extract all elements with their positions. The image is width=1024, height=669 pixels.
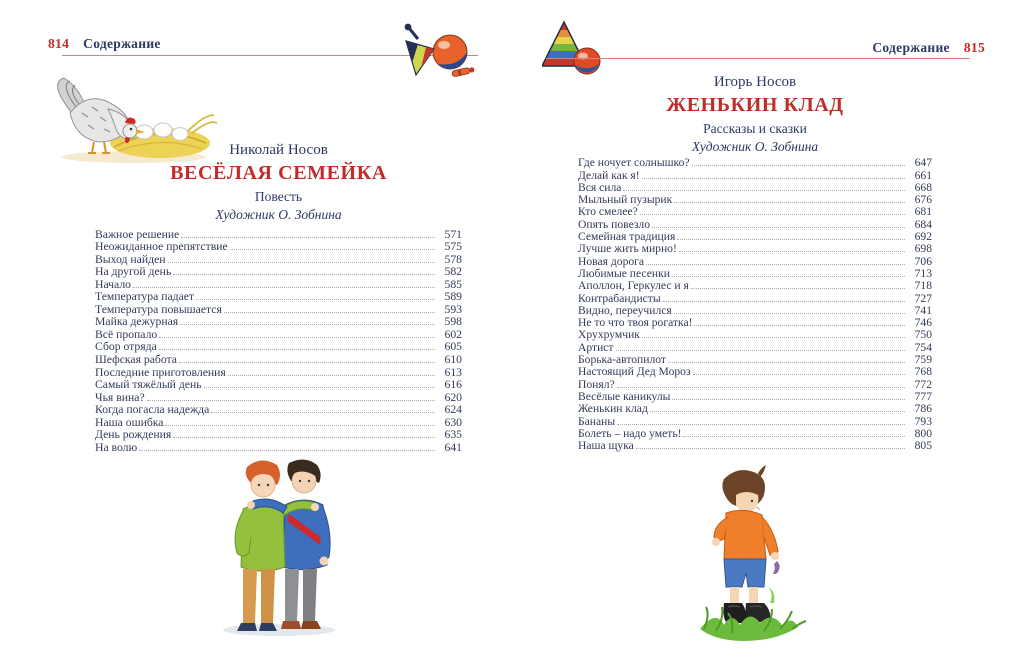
toc-entry-page: 768 xyxy=(914,365,932,379)
right-artist-credit: Художник О. Зобнина xyxy=(691,139,819,154)
toc-entry-title: Борька-автопилот xyxy=(578,353,666,367)
toc-entry xyxy=(578,366,932,378)
toc-dot-leader xyxy=(204,387,435,388)
toc-entry xyxy=(578,169,932,181)
toc-entry xyxy=(578,194,932,206)
toc-entry xyxy=(95,328,462,341)
toc-entry xyxy=(578,268,932,280)
toc-entry-page: 630 xyxy=(444,415,462,429)
toc-entry xyxy=(95,429,462,442)
toc-entry-title: Температура повышается xyxy=(95,302,222,316)
toc-entry xyxy=(95,303,462,316)
toc-dot-leader xyxy=(640,214,905,215)
toc-dot-leader xyxy=(133,287,435,288)
toc-entry xyxy=(578,231,932,243)
toc-entry-page: 793 xyxy=(914,414,932,428)
toc-entry-page: 754 xyxy=(914,340,932,354)
toc-dot-leader xyxy=(636,448,905,449)
toc-entry xyxy=(578,305,932,317)
toc-entry-title: Делай как я! xyxy=(578,168,640,182)
toc-entry-page: 741 xyxy=(914,303,932,317)
toc-entry xyxy=(95,266,462,279)
toc-entry xyxy=(578,157,932,169)
toc-entry xyxy=(578,218,932,230)
right-header-label: Содержание xyxy=(872,40,950,55)
toc-entry-page: 620 xyxy=(444,390,462,404)
right-header-rule xyxy=(546,58,970,59)
toc-entry xyxy=(95,366,462,379)
toc-entry xyxy=(95,379,462,392)
toc-entry xyxy=(578,182,932,194)
toc-dot-leader xyxy=(672,276,905,277)
toc-dot-leader xyxy=(650,411,905,412)
toc-entry-title: Новая дорога xyxy=(578,254,645,268)
toc-entry-page: 750 xyxy=(914,328,932,342)
toc-entry-page: 575 xyxy=(444,240,462,254)
toc-dot-leader xyxy=(616,350,905,351)
toc-dot-leader xyxy=(693,374,905,375)
toc-entry-page: 613 xyxy=(444,365,462,379)
toc-dot-leader xyxy=(652,227,905,228)
toc-dot-leader xyxy=(147,400,435,401)
toc-entry-title: Начало xyxy=(95,277,132,291)
toc-entry-page: 759 xyxy=(914,353,932,367)
toc-entry-page: 661 xyxy=(914,168,932,182)
toc-entry-page: 805 xyxy=(914,439,932,453)
toc-entry-title: Лучше жить мирно! xyxy=(578,242,677,256)
toc-entry-title: Понял? xyxy=(578,377,615,391)
toc-entry-page: 602 xyxy=(444,327,462,341)
toc-entry-title: Всё пропало xyxy=(95,327,158,341)
toc-dot-leader xyxy=(159,349,435,350)
toc-dot-leader xyxy=(617,387,905,388)
right-genre: Рассказы и сказки xyxy=(703,121,807,136)
toc-entry-page: 641 xyxy=(444,440,462,454)
toc-entry-title: Настоящий Дед Мороз xyxy=(578,365,691,379)
toc-dot-leader xyxy=(228,375,435,376)
toc-dot-leader xyxy=(672,399,905,400)
left-book-title: ВЕСЁЛАЯ СЕМЕЙКА xyxy=(170,162,387,184)
toc-entry-page: 605 xyxy=(444,340,462,354)
toc-dot-leader xyxy=(623,190,905,191)
toc-entry xyxy=(95,228,462,241)
toc-entry-page: 698 xyxy=(914,242,932,256)
toc-entry-page: 692 xyxy=(914,230,932,244)
toc-entry xyxy=(578,391,932,403)
toc-entry-title: Видно, переучился xyxy=(578,303,672,317)
toc-dot-leader xyxy=(663,301,905,302)
toc-entry-title: Майка дежурная xyxy=(95,315,179,329)
toc-entry-page: 681 xyxy=(914,205,932,219)
toc-dot-leader xyxy=(617,424,905,425)
right-page-number: 815 xyxy=(963,40,985,55)
toc-entry-title: Выход найден xyxy=(95,252,166,266)
toc-entry-page: 713 xyxy=(914,266,932,280)
toc-dot-leader xyxy=(224,312,435,313)
toc-entry-title: Болеть – надо уметь! xyxy=(578,426,682,440)
toc-entry-title: На другой день xyxy=(95,265,172,279)
toc-dot-leader xyxy=(668,362,905,363)
toc-entry-page: 800 xyxy=(914,426,932,440)
toc-entry xyxy=(95,253,462,266)
toc-dot-leader xyxy=(646,264,905,265)
toc-dot-leader xyxy=(230,249,435,250)
toc-entry-title: День рождения xyxy=(95,428,172,442)
toc-entry-title: Чья вина? xyxy=(95,390,145,404)
toc-entry-title: Самый тяжёлый день xyxy=(95,378,202,392)
toc-entry-title: Весёлые каникулы xyxy=(578,389,671,403)
toc-dot-leader xyxy=(694,325,905,326)
toc-entry-page: 746 xyxy=(914,316,932,330)
toc-dot-leader xyxy=(674,313,905,314)
toc-entry xyxy=(578,292,932,304)
toc-dot-leader xyxy=(179,362,435,363)
toc-entry-title: Когда погасла надежда xyxy=(95,403,210,417)
toc-dot-leader xyxy=(691,288,905,289)
two-boys-illustration xyxy=(211,453,349,639)
left-toc-list xyxy=(95,228,462,454)
toc-entry-page: 684 xyxy=(914,217,932,231)
toc-entry xyxy=(578,378,932,390)
toc-entry-title: Хрухрумчик xyxy=(578,328,640,342)
toc-entry xyxy=(578,280,932,292)
right-author: Игорь Носов xyxy=(713,74,797,90)
toc-entry-title: Бананы xyxy=(578,414,616,428)
toc-entry-page: 598 xyxy=(444,315,462,329)
toc-entry-title: Наша щука xyxy=(578,439,634,453)
toc-entry-page: 571 xyxy=(444,227,462,241)
right-page-header xyxy=(872,40,985,56)
toc-dot-leader xyxy=(181,237,435,238)
toc-dot-leader xyxy=(642,337,905,338)
toc-entry-page: 777 xyxy=(914,389,932,403)
toc-entry-title: Наша ошибка xyxy=(95,415,164,429)
toc-entry-title: Мыльный пузырик xyxy=(578,193,673,207)
toc-entry-title: Где ночует солнышко? xyxy=(578,156,690,170)
toc-entry-title: Шефская работа xyxy=(95,353,177,367)
toc-dot-leader xyxy=(139,450,435,451)
toc-entry xyxy=(95,341,462,354)
left-artist-credit: Художник О. Зобнина xyxy=(215,207,342,222)
toc-dot-leader xyxy=(165,425,435,426)
toc-entry xyxy=(578,329,932,341)
toc-entry xyxy=(95,316,462,329)
right-toc-list xyxy=(578,157,932,452)
toc-entry xyxy=(578,341,932,353)
toc-entry xyxy=(95,278,462,291)
toc-entry-page: 610 xyxy=(444,353,462,367)
toc-entry-title: Любимые песенки xyxy=(578,266,670,280)
pyramid-toy-and-ball-icon xyxy=(542,20,604,78)
toc-entry xyxy=(578,206,932,218)
toc-dot-leader xyxy=(642,178,905,179)
left-genre: Повесть xyxy=(254,189,303,204)
toc-entry-title: Семейная традиция xyxy=(578,230,676,244)
toc-dot-leader xyxy=(674,202,905,203)
toc-dot-leader xyxy=(683,436,905,437)
toc-entry-title: Неожиданное препятствие xyxy=(95,240,228,254)
spinning-top-and-ball-icon xyxy=(388,23,480,81)
toc-entry-page: 786 xyxy=(914,402,932,416)
toc-dot-leader xyxy=(168,262,435,263)
toc-entry xyxy=(95,241,462,254)
toc-entry-page: 589 xyxy=(444,290,462,304)
toc-entry-page: 616 xyxy=(444,378,462,392)
toc-entry xyxy=(578,415,932,427)
toc-entry-page: 706 xyxy=(914,254,932,268)
toc-entry-page: 624 xyxy=(444,403,462,417)
toc-entry xyxy=(578,428,932,440)
toc-entry xyxy=(578,317,932,329)
toc-entry-title: Последние приготовления xyxy=(95,365,226,379)
toc-entry xyxy=(95,391,462,404)
toc-entry-page: 668 xyxy=(914,180,932,194)
toc-entry-title: Сбор отряда xyxy=(95,340,157,354)
toc-entry xyxy=(95,404,462,417)
toc-dot-leader xyxy=(211,412,435,413)
toc-dot-leader xyxy=(173,437,435,438)
left-page-header xyxy=(48,36,161,52)
toc-entry-title: Температура падает xyxy=(95,290,195,304)
toc-entry xyxy=(578,243,932,255)
toc-entry-page: 578 xyxy=(444,252,462,266)
toc-entry-title: Женькин клад xyxy=(578,402,648,416)
left-author: Николай Носов xyxy=(229,142,328,158)
toc-entry-title: Не то что твоя рогатка! xyxy=(578,316,693,330)
toc-entry-page: 727 xyxy=(914,291,932,305)
toc-dot-leader xyxy=(692,165,905,166)
toc-entry-page: 585 xyxy=(444,277,462,291)
toc-entry xyxy=(578,354,932,366)
right-title-block xyxy=(578,73,932,156)
toc-entry-title: Вся сила xyxy=(578,180,622,194)
toc-entry xyxy=(95,353,462,366)
right-book-title: ЖЕНЬКИН КЛАД xyxy=(666,94,844,116)
toc-dot-leader xyxy=(196,299,435,300)
toc-entry xyxy=(95,441,462,454)
left-title-block xyxy=(95,141,462,224)
toc-entry-title: Артист xyxy=(578,340,614,354)
toc-entry-title: На волю xyxy=(95,440,138,454)
boy-in-grass-illustration xyxy=(680,463,808,645)
toc-entry-page: 582 xyxy=(444,265,462,279)
left-page-number: 814 xyxy=(48,36,70,51)
toc-entry-page: 593 xyxy=(444,302,462,316)
toc-entry-title: Важное решение xyxy=(95,227,180,241)
toc-dot-leader xyxy=(173,274,435,275)
toc-entry xyxy=(578,440,932,452)
toc-entry xyxy=(95,291,462,304)
toc-entry-page: 772 xyxy=(914,377,932,391)
toc-entry xyxy=(578,255,932,267)
toc-entry xyxy=(95,416,462,429)
toc-entry-title: Аполлон, Геркулес и я xyxy=(578,279,689,293)
toc-entry-title: Кто смелее? xyxy=(578,205,638,219)
toc-entry-page: 635 xyxy=(444,428,462,442)
toc-dot-leader xyxy=(677,239,905,240)
toc-entry-page: 647 xyxy=(914,156,932,170)
toc-entry-title: Опять повезло xyxy=(578,217,651,231)
toc-dot-leader xyxy=(159,337,435,338)
toc-entry xyxy=(578,403,932,415)
toc-dot-leader xyxy=(679,251,905,252)
toc-entry-page: 676 xyxy=(914,193,932,207)
left-header-label: Содержание xyxy=(83,36,161,51)
toc-entry-title: Контрабандисты xyxy=(578,291,661,305)
toc-dot-leader xyxy=(180,324,435,325)
toc-entry-page: 718 xyxy=(914,279,932,293)
